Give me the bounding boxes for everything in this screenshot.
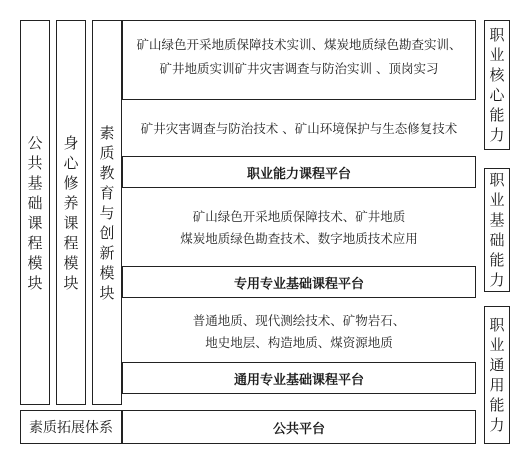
basic-competency-label: 职 业 基 础 能 力 (489, 171, 505, 289)
general-courses-line-2: 地史地层、构造地质、煤资源地质 (205, 335, 393, 350)
specialized-courses-text (122, 206, 476, 250)
public-foundation-module-label: 公 共 基 础 课 程 模 块 (27, 133, 43, 292)
quality-expansion-box (20, 410, 122, 444)
quality-innovation-module (92, 20, 122, 405)
vocational-platform-box (122, 156, 476, 188)
core-competency-box (484, 20, 510, 150)
basic-competency-box (484, 168, 510, 292)
quality-expansion-label: 素质拓展体系 (29, 420, 113, 436)
vocational-platform-label: 职业能力课程平台 (246, 166, 351, 182)
vocational-courses-text (122, 118, 476, 140)
practice-training-line-2: 矿井地质实训矿井灾害调查与防治实训 、顶岗实习 (159, 61, 439, 76)
general-courses-text (122, 310, 476, 354)
quality-innovation-module-label: 素 质 教 育 与 创 新 模 块 (99, 123, 115, 302)
practice-training-line-1: 矿山绿色开采地质保障技术实训、煤炭地质绿色勘查实训、 (136, 37, 462, 52)
public-platform-label: 公共平台 (272, 421, 325, 437)
public-platform-box (122, 410, 476, 444)
practice-training-box (122, 20, 476, 100)
specialized-courses-line-1: 矿山绿色开采地质保障技术、矿井地质 (192, 209, 406, 224)
specialized-courses-line-2: 煤炭地质绿色勘查技术、数字地质技术应用 (180, 231, 418, 246)
general-platform-label: 通用专业基础课程平台 (233, 372, 364, 388)
vocational-courses-line: 矿井灾害调查与防治技术 、矿山环境保护与生态修复技术 (140, 121, 458, 136)
specialized-platform-box (122, 266, 476, 298)
public-foundation-module (20, 20, 50, 405)
physical-mental-module-label: 身 心 修 养 课 程 模 块 (63, 133, 79, 292)
specialized-platform-label: 专用专业基础课程平台 (233, 276, 364, 292)
general-platform-box (122, 362, 476, 394)
general-courses-line-1: 普通地质、现代测绘技术、矿物岩石、 (192, 313, 406, 328)
general-competency-label: 职 业 通 用 能 力 (489, 316, 505, 434)
physical-mental-module (56, 20, 86, 405)
core-competency-label: 职 业 核 心 能 力 (489, 26, 505, 144)
general-competency-box (484, 306, 510, 444)
